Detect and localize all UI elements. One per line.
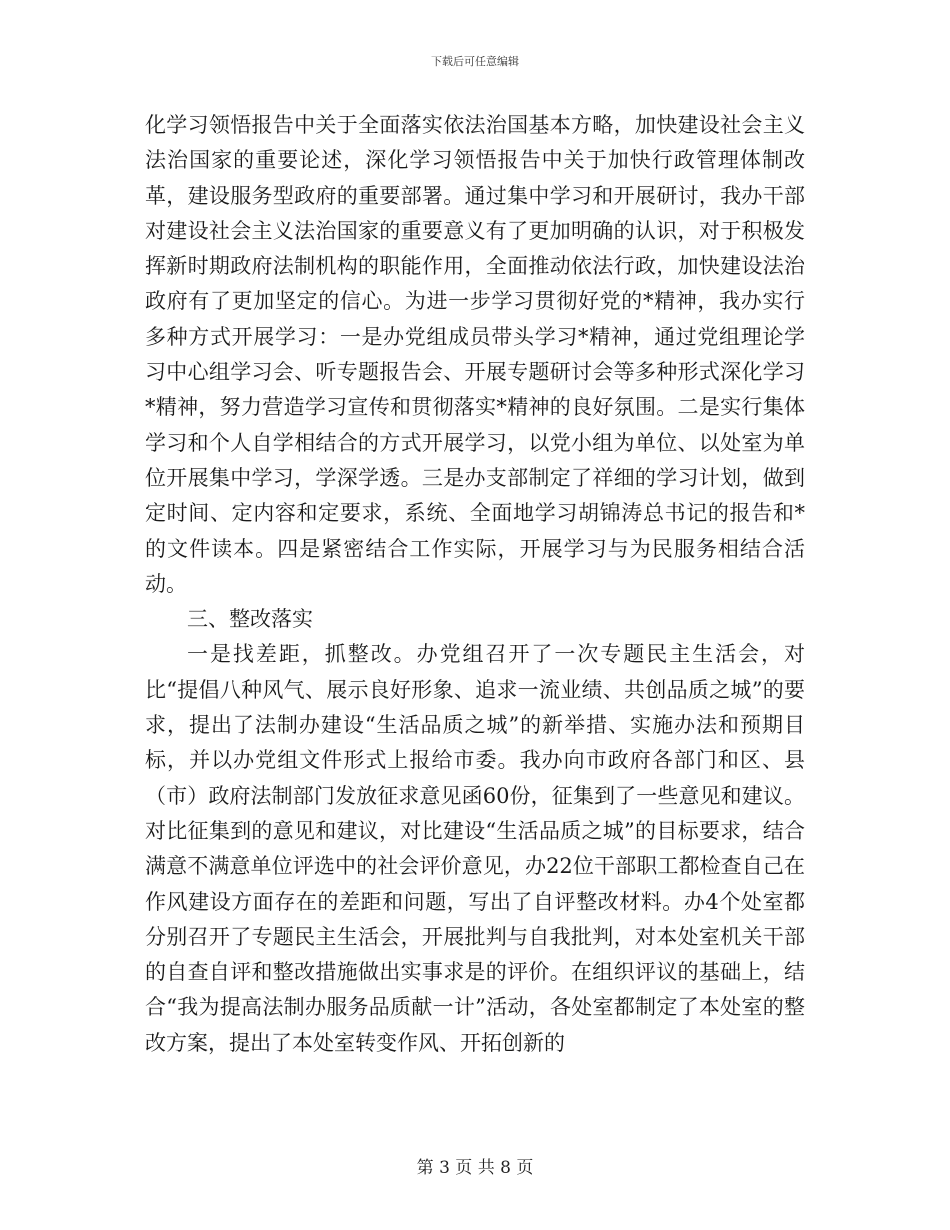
paragraph-rectification: 一是找差距，抓整改。办党组召开了一次专题民主生活会，对比“提倡八种风气、展示良好形象、追求一流业绩、共创品质之城”的要求，提出了法制办建设“生活品质之城”的新举措、实施办法和预期目标，并以办党组文件形式上报给市委。我办向市政府各部门和区、县（市）政府法制部门发放征求意见函60份，征集到了一些意见和建议。对比征集到的意见和建议，对比建设“生活品质之城”的目标要求，结合满意不满意单位评选中的社会评价意见，办22位干部职工都检查自己在作风建设方面存在的差距和问题，写出了自评整改材料。办4个处室都分别召开了专题民主生活会，开展批判与自我批判，对本处室机关干部的自查自评和整改措施做出实事求是的评价。在组织评议的基础上，结合“我为提高法制办服务品质献一计”活动，各处室都制定了本处室的整改方案，提出了本处室转变作风、开拓创新的: [145, 642, 805, 1055]
section-heading: 三、整改落实: [187, 607, 313, 632]
page-number-footer: 第 3 页 共 8 页: [416, 1158, 534, 1178]
document-body: [145, 108, 805, 1061]
paragraph-continuation: 化学习领悟报告中关于全面落实依法治国基本方略，加快建设社会主义法治国家的重要论述，深化学习领悟报告中关于加快行政管理体制改革，建设服务型政府的重要部署。通过集中学习和开展研讨，我办干部对建设社会主义法治国家的重要意义有了更加明确的认识，对于积极发挥新时期政府法制机构的职能作用，全面推动依法行政，加快建设法治政府有了更加坚定的信心。为进一步学习贯彻好党的*精神，我办实行多种方式开展学习：一是办党组成员带头学习*精神，通过党组理论学习中心组学习会、听专题报告会、开展专题研讨会等多种形式深化学习*精神，努力营造学习宣传和贯彻落实*精神的良好氛围。二是实行集体学习和个人自学相结合的方式开展学习，以党小组为单位、以处室为单位开展集中学习，学深学透。三是办支部制定了祥细的学习计划，做到定时间、定内容和定要求，系统、全面地学习胡锦涛总书记的报告和*的文件读本。四是紧密结合工作实际，开展学习与为民服务相结合活动。: [145, 113, 805, 596]
page-header-note: 下载后可任意编辑: [431, 55, 519, 68]
